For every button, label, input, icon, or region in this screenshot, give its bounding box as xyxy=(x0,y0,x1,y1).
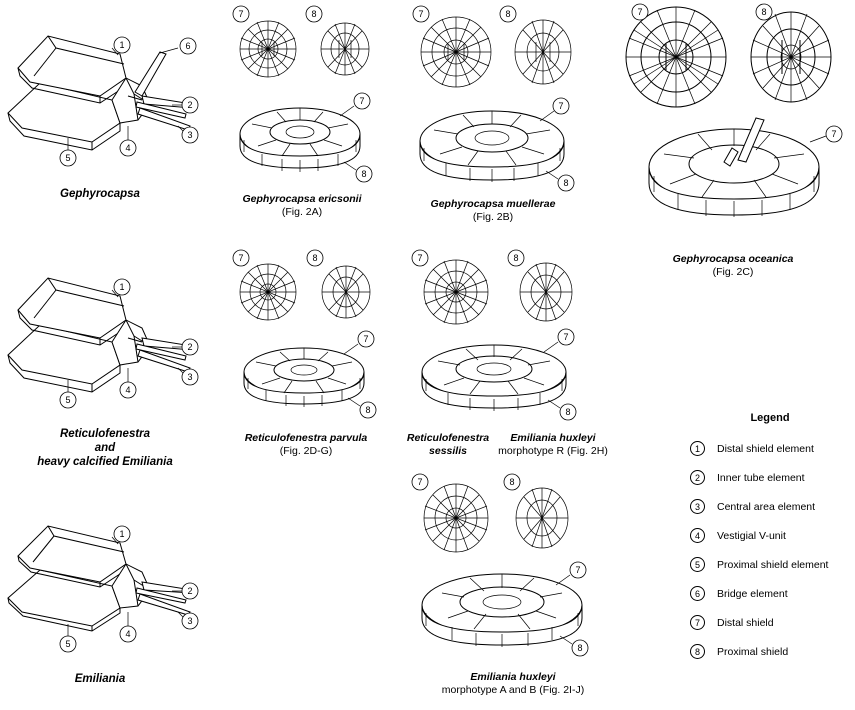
callout-4 xyxy=(120,626,136,642)
emiliania-huxleyi-AB-drawing xyxy=(398,472,628,667)
svg-text:7: 7 xyxy=(238,9,244,19)
legend-num-icon: 7 xyxy=(690,615,705,630)
view-badge-7 xyxy=(233,6,249,22)
callout-5 xyxy=(60,636,76,652)
oblique-view xyxy=(420,111,564,182)
svg-text:8: 8 xyxy=(563,178,569,188)
legend-title: Legend xyxy=(750,412,790,424)
figure-ref: (Fig. 2C) xyxy=(712,266,754,278)
species-name-alt: Emiliania huxleyi xyxy=(510,432,596,444)
distal-view-small xyxy=(421,17,491,87)
gephyrocapsa-ericsonii-drawing xyxy=(222,4,387,189)
callout-8 xyxy=(572,640,588,656)
distal-view-small xyxy=(424,260,488,324)
figure-ref-alt: morphotype R (Fig. 2H) xyxy=(498,445,608,457)
callout-1 xyxy=(114,37,130,53)
view-badge-8 xyxy=(500,6,516,22)
schematic-label-line2: and xyxy=(94,442,116,454)
schematic-label-line1: Reticulofenestra xyxy=(59,428,151,440)
callout-1 xyxy=(114,279,130,295)
svg-text:2: 2 xyxy=(187,342,193,352)
oblique-view xyxy=(422,574,582,647)
callout-7 xyxy=(570,562,586,578)
callout-7 xyxy=(826,126,842,142)
svg-text:8: 8 xyxy=(509,477,515,487)
svg-text:4: 4 xyxy=(125,629,131,639)
species-name: Gephyrocapsa oceanica xyxy=(672,253,794,265)
svg-text:1: 1 xyxy=(119,529,125,539)
svg-text:5: 5 xyxy=(65,395,71,405)
gephyrocapsa-muellerae-drawing xyxy=(398,4,593,194)
legend-item xyxy=(690,434,850,463)
specimen-reticulofenestra-parvula xyxy=(222,248,387,457)
callout-8 xyxy=(360,402,376,418)
schematic-gephyrocapsa xyxy=(0,8,215,198)
legend-num-icon: 1 xyxy=(690,441,705,456)
proximal-view-small xyxy=(520,263,572,321)
legend-num-icon: 4 xyxy=(690,528,705,543)
svg-text:7: 7 xyxy=(417,477,423,487)
oblique-view xyxy=(240,106,360,172)
callout-7 xyxy=(354,93,370,109)
view-badge-8 xyxy=(307,250,323,266)
specimen-gephyrocapsa-oceanica xyxy=(614,2,849,278)
gephyrocapsa-3d-drawing xyxy=(0,8,215,173)
svg-text:7: 7 xyxy=(563,332,569,342)
callout-3 xyxy=(182,613,198,629)
view-badge-7 xyxy=(233,250,249,266)
callout-2 xyxy=(182,97,198,113)
figure-ref: morphotype A and B (Fig. 2I-J) xyxy=(441,684,585,696)
distal-view-large xyxy=(626,7,726,107)
svg-text:7: 7 xyxy=(637,7,643,17)
reticulofenestra-3d-drawing xyxy=(0,250,215,415)
svg-text:8: 8 xyxy=(565,407,571,417)
legend-num-icon: 5 xyxy=(690,557,705,572)
proximal-view-small xyxy=(515,20,571,84)
callout-5 xyxy=(60,392,76,408)
legend-label: Inner tube element xyxy=(717,471,805,484)
callout-3 xyxy=(182,127,198,143)
proximal-view-small xyxy=(321,23,369,75)
svg-text:7: 7 xyxy=(558,101,564,111)
figure-ref: (Fig. 2B) xyxy=(472,211,514,223)
svg-text:8: 8 xyxy=(505,9,511,19)
legend-item xyxy=(690,608,850,637)
svg-text:5: 5 xyxy=(65,639,71,649)
svg-text:7: 7 xyxy=(417,253,423,263)
legend-panel xyxy=(690,412,850,666)
svg-text:8: 8 xyxy=(311,9,317,19)
schematic-emiliania xyxy=(0,500,215,700)
legend-item xyxy=(690,521,850,550)
view-badge-7 xyxy=(413,6,429,22)
svg-text:7: 7 xyxy=(831,129,837,139)
schematic-label-emiliania: Emiliania xyxy=(74,673,126,685)
proximal-view-small xyxy=(516,488,568,548)
callout-8 xyxy=(560,404,576,420)
legend-item xyxy=(690,550,850,579)
view-badge-8 xyxy=(504,474,520,490)
callout-7 xyxy=(553,98,569,114)
figure-ref: (Fig. 2A) xyxy=(281,206,323,218)
callout-8 xyxy=(558,175,574,191)
callout-1 xyxy=(114,526,130,542)
specimen-emiliania-huxleyi-AB xyxy=(398,472,628,707)
svg-text:8: 8 xyxy=(361,169,367,179)
callout-3 xyxy=(182,369,198,385)
callout-4 xyxy=(120,140,136,156)
svg-text:4: 4 xyxy=(125,143,131,153)
svg-text:8: 8 xyxy=(312,253,318,263)
schematic-reticulofenestra xyxy=(0,250,215,468)
distal-view-small xyxy=(240,21,296,77)
callout-4 xyxy=(120,382,136,398)
legend-num-icon: 2 xyxy=(690,470,705,485)
svg-text:8: 8 xyxy=(513,253,519,263)
callout-7 xyxy=(558,329,574,345)
legend-label: Central area element xyxy=(717,500,816,513)
legend-num-icon: 6 xyxy=(690,586,705,601)
legend-label: Distal shield element xyxy=(717,442,814,455)
svg-text:7: 7 xyxy=(363,334,369,344)
species-name: Reticulofenestra parvula xyxy=(244,432,368,444)
svg-text:6: 6 xyxy=(185,41,191,51)
view-badge-8 xyxy=(508,250,524,266)
legend-item xyxy=(690,637,850,666)
legend-num-icon: 8 xyxy=(690,644,705,659)
svg-text:2: 2 xyxy=(187,586,193,596)
specimen-gephyrocapsa-muellerae xyxy=(398,4,588,223)
svg-text:3: 3 xyxy=(187,372,193,382)
legend-label: Proximal shield element xyxy=(717,558,829,571)
gephyrocapsa-oceanica-drawing xyxy=(614,2,852,247)
reticulofenestra-parvula-drawing xyxy=(222,248,390,428)
svg-text:7: 7 xyxy=(418,9,424,19)
svg-text:8: 8 xyxy=(365,405,371,415)
distal-view-small xyxy=(424,484,488,552)
legend-num-icon: 3 xyxy=(690,499,705,514)
specimen-reticulofenestra-sessilis xyxy=(398,248,608,458)
species-name: Gephyrocapsa muellerae xyxy=(430,198,556,210)
callout-6 xyxy=(180,38,196,54)
svg-text:3: 3 xyxy=(187,616,193,626)
reticulofenestra-sessilis-drawing xyxy=(398,248,608,428)
svg-text:4: 4 xyxy=(125,385,131,395)
callout-7 xyxy=(358,331,374,347)
proximal-view-small xyxy=(322,266,370,318)
svg-text:1: 1 xyxy=(119,282,125,292)
legend-item xyxy=(690,463,850,492)
legend-item xyxy=(690,492,850,521)
oblique-view xyxy=(422,342,566,411)
species-name: Emiliania huxleyi xyxy=(470,671,556,683)
legend-label: Distal shield xyxy=(717,616,774,629)
svg-text:1: 1 xyxy=(119,40,125,50)
svg-text:7: 7 xyxy=(575,565,581,575)
view-badge-7 xyxy=(412,250,428,266)
svg-text:3: 3 xyxy=(187,130,193,140)
svg-text:7: 7 xyxy=(359,96,365,106)
schematic-label-gephyrocapsa: Gephyrocapsa xyxy=(60,188,140,200)
legend-label: Proximal shield xyxy=(717,645,789,658)
view-badge-8 xyxy=(306,6,322,22)
legend-label: Bridge element xyxy=(717,587,788,600)
callout-2 xyxy=(182,583,198,599)
proximal-view-large xyxy=(751,12,831,102)
view-badge-7 xyxy=(412,474,428,490)
figure-ref: (Fig. 2D-G) xyxy=(279,445,333,457)
svg-text:8: 8 xyxy=(577,643,583,653)
legend-label: Vestigial V-unit xyxy=(717,529,786,542)
svg-text:5: 5 xyxy=(65,153,71,163)
species-name: Gephyrocapsa ericsonii xyxy=(242,193,362,205)
svg-text:7: 7 xyxy=(238,253,244,263)
specimen-gephyrocapsa-ericsonii xyxy=(222,4,382,218)
oblique-view xyxy=(649,118,826,217)
legend-items xyxy=(690,434,850,666)
callout-8 xyxy=(356,166,372,182)
species-name-line2: sessilis xyxy=(429,445,467,457)
svg-text:8: 8 xyxy=(761,7,767,17)
species-name: Reticulofenestra xyxy=(406,432,490,444)
distal-view-small xyxy=(240,264,296,320)
callout-2 xyxy=(182,339,198,355)
svg-text:2: 2 xyxy=(187,100,193,110)
emiliania-3d-drawing xyxy=(0,500,215,660)
legend-item xyxy=(690,579,850,608)
oblique-view xyxy=(244,344,364,407)
view-badge-7 xyxy=(632,4,648,20)
schematic-label-line3: heavy calcified Emiliania xyxy=(37,456,173,468)
callout-5 xyxy=(60,150,76,166)
view-badge-8 xyxy=(756,4,772,20)
